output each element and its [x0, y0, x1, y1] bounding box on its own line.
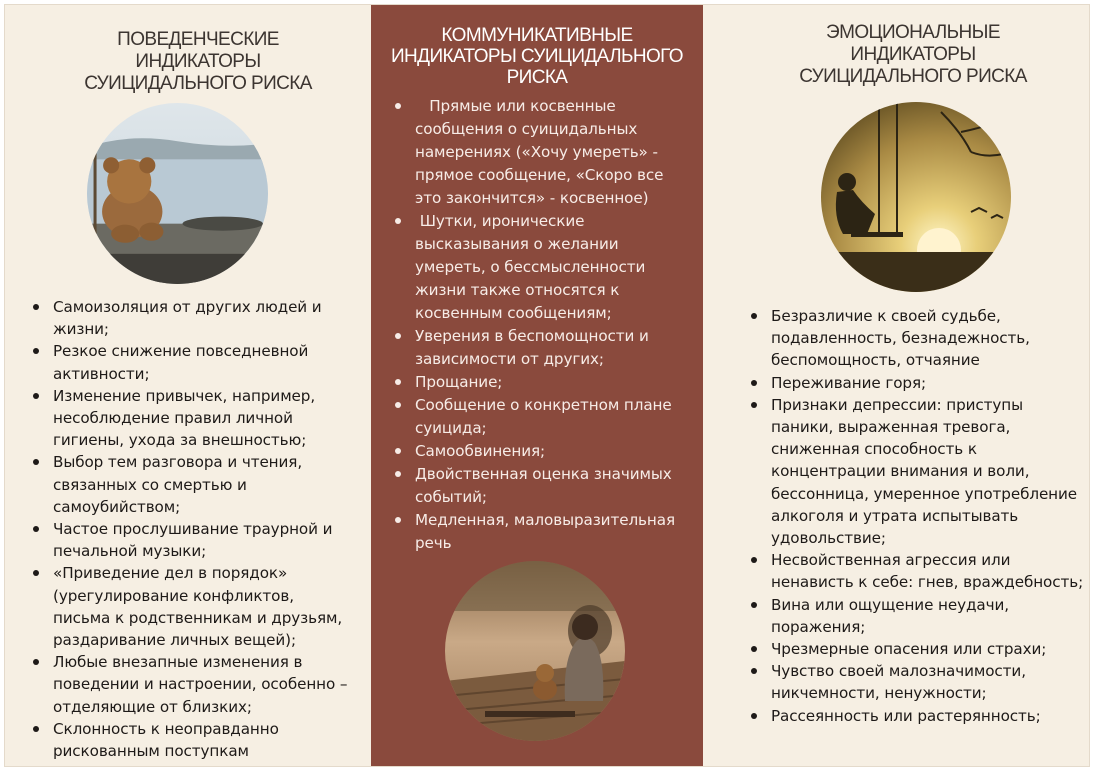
list-item: Вина или ощущение неудачи, поражения;	[749, 594, 1084, 638]
list-item: Сообщение о конкретном плане суицида;	[393, 394, 693, 440]
list-item: «Приведение дел в порядок» (урегулирование конфликтов, письма к родственникам и друзьям, раздаривание личных вещей);	[31, 562, 351, 651]
girl-on-pier-photo	[445, 561, 625, 741]
list-item: Признаки депрессии: приступы паники, выраженная тревога, сниженная способность к концентрации внимания и воли, бессонница, умеренное употребление алкоголя и утрата испытывать удовольствие;	[749, 394, 1084, 549]
list-item: Прямые или косвенные сообщения о суицидальных намерениях («Хочу умереть» - прямое сообщение, «Скоро все это закончится» - косвенное)	[393, 95, 693, 210]
communicative-title-line: РИСКА	[506, 67, 568, 88]
behavioral-indicator-list	[31, 296, 351, 762]
communicative-indicators-column	[371, 5, 703, 767]
behavioral-title	[55, 29, 341, 95]
emotional-title	[763, 22, 1063, 88]
swing-sunset-image	[821, 102, 1011, 292]
emotional-title-line: ИНДИКАТОРЫ	[850, 44, 976, 65]
communicative-title-line: ИНДИКАТОРЫ СУИЦИДАЛЬНОГО	[391, 46, 683, 67]
list-item: Медленная, маловыразительная речь	[393, 509, 693, 555]
list-item: Выбор тем разговора и чтения, связанных со смертью и самоубийством;	[31, 451, 351, 518]
list-item: Переживание горя;	[749, 372, 1084, 394]
teddy-bear-photo	[87, 103, 268, 284]
communicative-title-line: КОММУНИКАТИВНЫЕ	[441, 25, 633, 46]
list-item: Чрезмерные опасения или страхи;	[749, 638, 1084, 660]
behavioral-title-line: СУИЦИДАЛЬНОГО РИСКА	[84, 73, 312, 94]
list-item: Изменение привычек, например, несоблюдение правил личной гигиены, ухода за внешностью;	[31, 385, 351, 452]
list-item: Самоизоляция от других людей и жизни;	[31, 296, 351, 340]
communicative-indicator-list	[393, 95, 693, 555]
list-item: Рассеянность или растерянность;	[749, 705, 1084, 727]
list-item: Склонность к неоправданно рискованным поступкам	[31, 718, 351, 762]
emotional-title-line: ЭМОЦИОНАЛЬНЫЕ	[826, 22, 1000, 43]
communicative-title	[379, 25, 695, 88]
list-item: Двойственная оценка значимых событий;	[393, 463, 693, 509]
list-item: Любые внезапные изменения в поведении и настроении, особенно – отделяющие от близких;	[31, 651, 351, 718]
emotional-indicator-list	[749, 305, 1084, 727]
list-item: Самообвинения;	[393, 440, 693, 463]
teddy-bear-image	[87, 103, 268, 284]
list-item: Частое прослушивание траурной и печальной музыки;	[31, 518, 351, 562]
list-item: Несвойственная агрессия или ненависть к себе: гнев, враждебность;	[749, 549, 1084, 593]
emotional-indicators-column	[703, 5, 1090, 767]
behavioral-title-line: ПОВЕДЕНЧЕСКИЕ	[117, 29, 279, 50]
brochure-sheet	[4, 4, 1090, 767]
list-item: Прощание;	[393, 371, 693, 394]
emotional-title-line: СУИЦИДАЛЬНОГО РИСКА	[799, 66, 1027, 87]
list-item: Резкое снижение повседневной активности;	[31, 340, 351, 384]
behavioral-title-line: ИНДИКАТОРЫ	[135, 51, 261, 72]
behavioral-indicators-column	[5, 5, 371, 767]
swing-sunset-photo	[821, 102, 1011, 292]
list-item: Уверения в беспомощности и зависимости от других;	[393, 325, 693, 371]
list-item: Шутки, иронические высказывания о желании умереть, о бессмысленности жизни также относятся к косвенным сообщениям;	[393, 210, 693, 325]
girl-on-pier-image	[445, 561, 625, 741]
list-item: Безразличие к своей судьбе, подавленность, безнадежность, беспомощность, отчаяние	[749, 305, 1084, 372]
list-item: Чувство своей малозначимости, никчемности, ненужности;	[749, 660, 1084, 704]
